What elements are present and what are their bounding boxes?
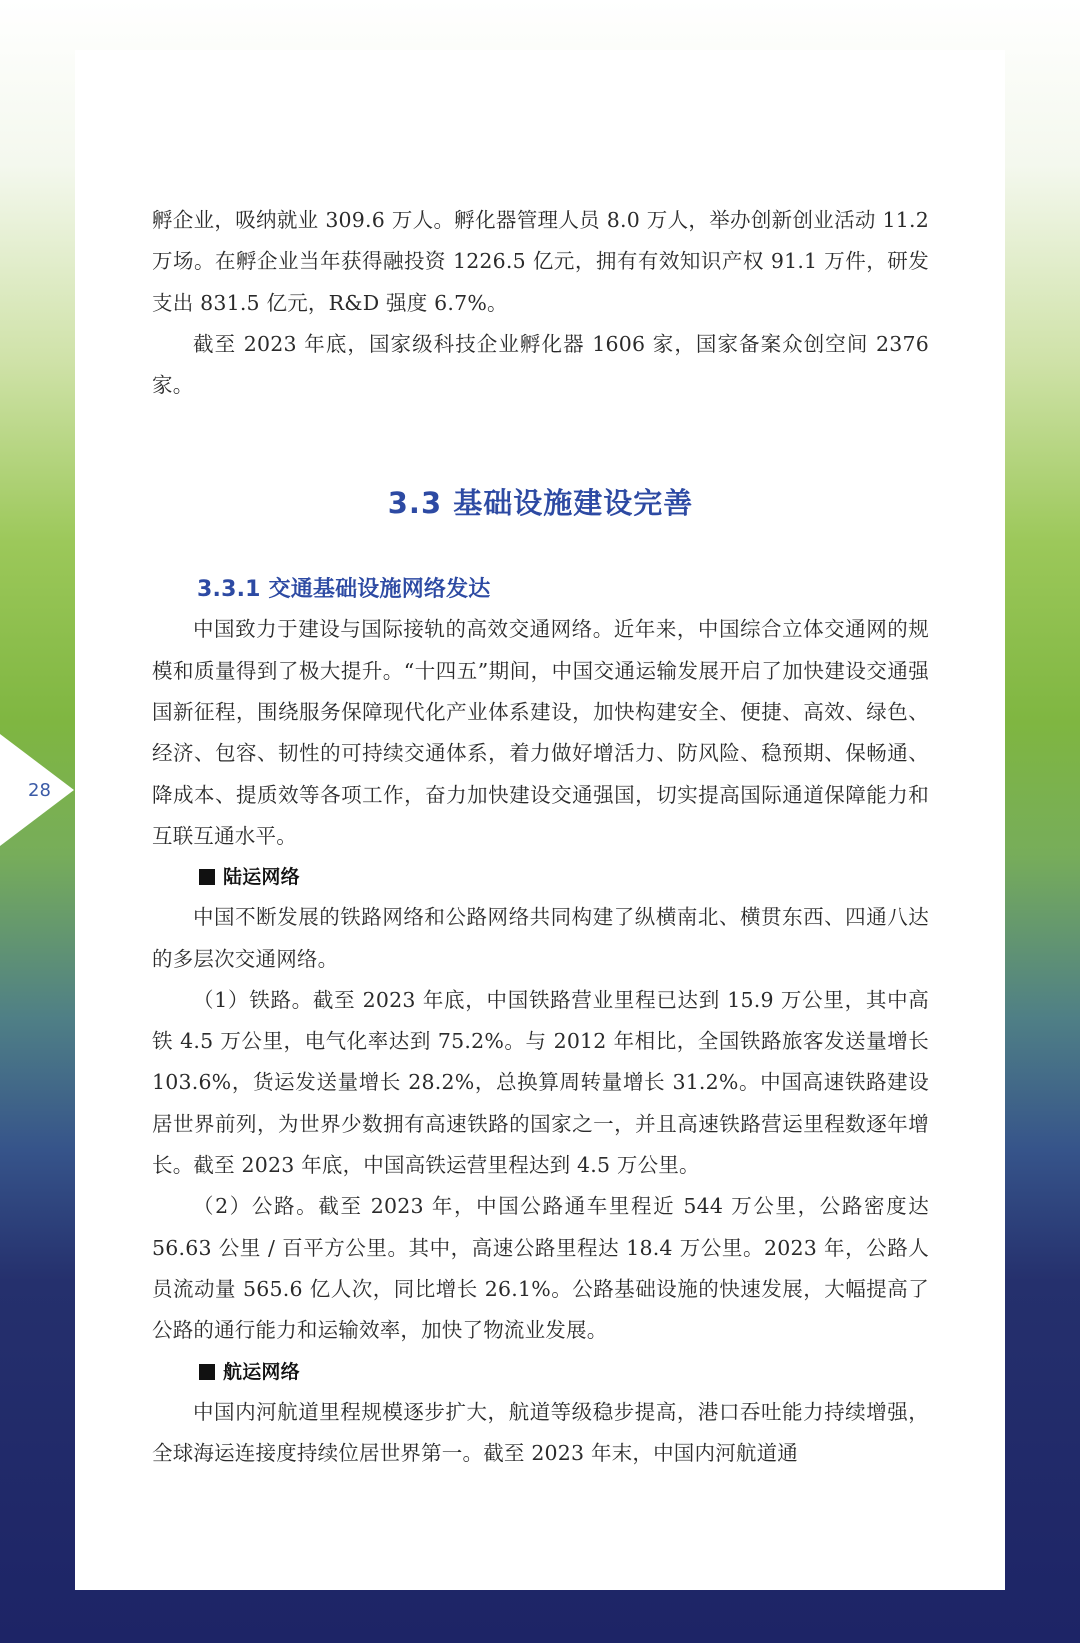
bullet-square-icon: [199, 869, 215, 885]
subsection-intro: 中国致力于建设与国际接轨的高效交通网络。近年来，中国综合立体交通网的规模和质量得到了极大提升。“十四五”期间，中国交通运输发展开启了加快建设交通强国新征程，围绕服务保障现代化产业体系建设，加快构建安全、便捷、高效、绿色、经济、包容、韧性的可持续交通体系，着力做好增活力、防风险、稳预期、保畅通、降成本、提质效等各项工作，奋力加快建设交通强国，切实提高国际通道保障能力和互联互通水平。: [152, 617, 929, 848]
water-heading-text: 航运网络: [223, 1360, 300, 1383]
railway-paragraph: （1）铁路。截至 2023 年底，中国铁路营业里程已达到 15.9 万公里，其中高铁 4.5 万公里，电气化率达到 75.2%。与 2012 年相比，全国铁路旅客发送量增长 103.6%，货运发送量增长 28.2%，总换算周转量增长 31.2%。中国高速铁路建设居世界前列，为世界少数拥有高速铁路的国家之一，并且高速铁路营运里程数逐年增长。截至 2023 年底，中国高铁运营里程达到 4.5 万公里。: [152, 987, 929, 1178]
land-network-heading: [199, 857, 929, 897]
highway-paragraph: （2）公路。截至 2023 年，中国公路通车里程近 544 万公里，公路密度达 56.63 公里 / 百平方公里。其中，高速公路里程达 18.4 万公里。2023 年，公路人员流动量 565.6 亿人次，同比增长 26.1%。公路基础设施的快速发展，大幅提高了公路的通行能力和运输效率，加快了物流业发展。: [152, 1194, 929, 1343]
bullet-square-icon: [199, 1364, 215, 1380]
land-paragraph-1: 中国不断发展的铁路网络和公路网络共同构建了纵横南北、横贯东西、四通八达的多层次交通网络。: [152, 905, 929, 971]
section-title: 3.3 基础设施建设完善: [387, 486, 694, 521]
waterway-paragraph: 中国内河航道里程规模逐步扩大，航道等级稳步提高，港口吞吐能力持续增强，全球海运连接度持续位居世界第一。截至 2023 年末，中国内河航道通: [152, 1399, 929, 1465]
subsection-title: 3.3.1 交通基础设施网络发达: [197, 577, 491, 603]
intro-paragraph-2: 截至 2023 年底，国家级科技企业孵化器 1606 家，国家备案众创空间 2376 家。: [152, 331, 929, 398]
page-content: [152, 200, 929, 1474]
page-number: 28: [28, 780, 51, 801]
water-network-heading: [199, 1352, 929, 1392]
intro-paragraph-1: 孵企业，吸纳就业 309.6 万人。孵化器管理人员 8.0 万人，举办创新创业活动 11.2 万场。在孵企业当年获得融投资 1226.5 亿元，拥有有效知识产权 91.1 万件，研发支出 831.5 亿元，R&D 强度 6.7%。: [152, 208, 929, 315]
land-heading-text: 陆运网络: [223, 866, 300, 889]
